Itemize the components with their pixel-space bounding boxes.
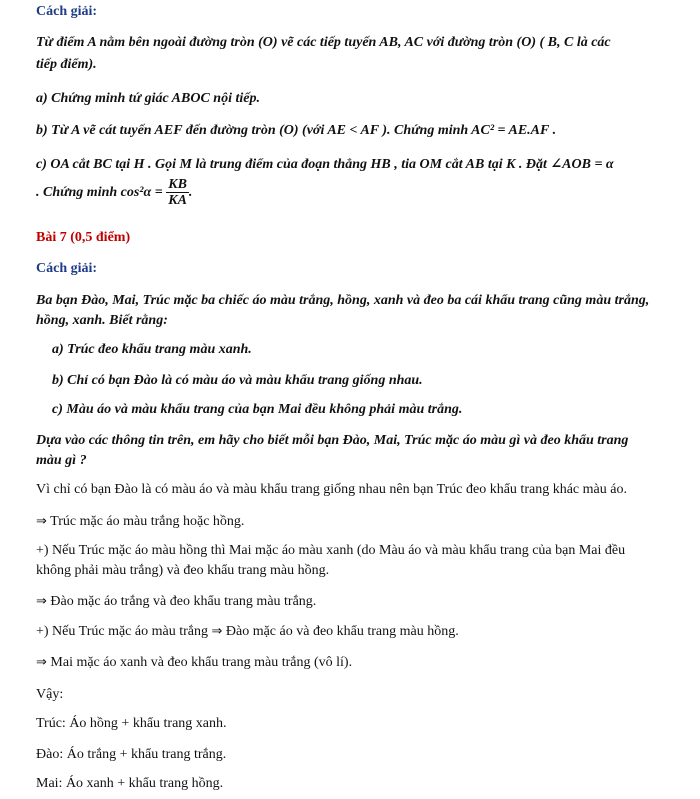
section-title: Cách giải: <box>36 4 98 19</box>
step-5-prefix: +) Nếu Trúc mặc áo màu trắng <box>36 624 208 639</box>
solution-step-2 <box>36 512 678 532</box>
fraction-numerator: KB <box>168 177 187 193</box>
implies-arrow-icon: ⇒ <box>36 514 47 529</box>
problem-part-b: b) Từ A vẽ cát tuyến AEF đến đường tròn (O) (với AE < AF ). Chứng minh AC² = AE.AF . <box>36 123 557 138</box>
part-c-suffix: . <box>188 185 193 200</box>
result-dao: Đào: Áo trắng + khẩu trang trắng. <box>36 747 227 762</box>
implies-arrow-icon: ⇒ <box>211 624 223 639</box>
fraction-kb-ka <box>166 177 189 208</box>
problem-part-a: a) Chứng minh tứ giác ABOC nội tiếp. <box>36 91 260 106</box>
exercise-problem-line2: hồng, xanh. Biết rằng: <box>36 313 168 328</box>
condition-c: c) Màu áo và màu khẩu trang của bạn Mai đều không phải màu trắng. <box>52 402 463 417</box>
solution-step-3-line1: +) Nếu Trúc mặc áo màu hồng thì Mai mặc áo màu xanh (do Màu áo và màu khẩu trang của bạn Mai đều <box>36 543 626 558</box>
step-2-text: Trúc mặc áo màu trắng hoặc hồng. <box>50 514 245 529</box>
solution-step-4 <box>36 592 678 612</box>
part-c-prefix: . Chứng minh cos²α = <box>36 185 163 200</box>
solution-step-3-line2: không phải màu trắng) và đeo khẩu trang màu hồng. <box>36 563 330 578</box>
implies-arrow-icon: ⇒ <box>36 655 47 670</box>
step-6-text: Mai mặc áo xanh và đeo khẩu trang màu trắng (vô lí). <box>50 655 353 670</box>
exercise-title: Bài 7 (0,5 điểm) <box>36 230 131 245</box>
condition-b: b) Chỉ có bạn Đào là có màu áo và màu khẩu trang giống nhau. <box>52 373 423 388</box>
step-5-suffix: Đào mặc áo và đeo khẩu trang màu hồng. <box>225 624 459 639</box>
problem-part-c-line2 <box>36 176 678 210</box>
result-mai: Mai: Áo xanh + khẩu trang hồng. <box>36 776 224 791</box>
step-4-text: Đào mặc áo trắng và đeo khẩu trang màu trắng. <box>50 594 317 609</box>
conclusion-label: Vậy: <box>36 687 64 702</box>
question-line2: màu gì ? <box>36 453 87 468</box>
question-line1: Dựa vào các thông tin trên, em hãy cho biết mỗi bạn Đào, Mai, Trúc mặc áo màu gì và đeo khẩu trang <box>36 433 629 448</box>
problem-intro-line1: Từ điểm A nằm bên ngoài đường tròn (O) vẽ các tiếp tuyến AB, AC với đường tròn (O) ( B, C là các <box>36 35 611 50</box>
implies-arrow-icon: ⇒ <box>36 594 47 609</box>
problem-part-c-line1: c) OA cắt BC tại H . Gọi M là trung điểm của đoạn thẳng HB , tia OM cắt AB tại K . Đặt ∠AOB = α <box>36 157 614 172</box>
problem-intro-line2: tiếp điểm). <box>36 57 97 72</box>
fraction-denominator: KA <box>168 193 187 209</box>
solution-step-5 <box>36 622 678 642</box>
solution-step-1: Vì chỉ có bạn Đào là có màu áo và màu khẩu trang giống nhau nên bạn Trúc đeo khẩu trang khác màu áo. <box>36 482 627 497</box>
result-truc: Trúc: Áo hồng + khẩu trang xanh. <box>36 716 227 731</box>
condition-a: a) Trúc đeo khẩu trang màu xanh. <box>52 342 252 357</box>
exercise-problem-line1: Ba bạn Đào, Mai, Trúc mặc ba chiếc áo màu trắng, hồng, xanh và đeo ba cái khẩu trang cũng màu trắng, <box>36 293 650 308</box>
solution-title: Cách giải: <box>36 261 98 276</box>
solution-step-6 <box>36 653 678 673</box>
